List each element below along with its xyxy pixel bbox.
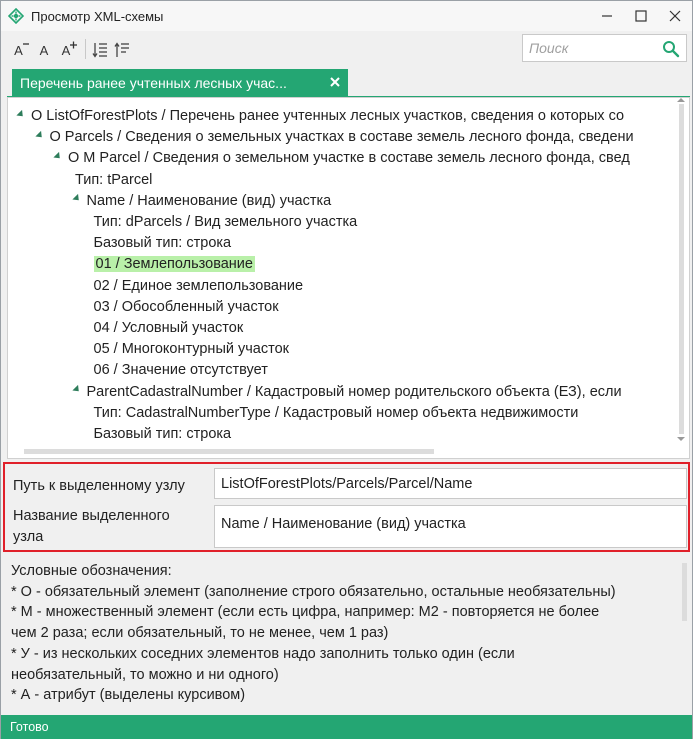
schema-tree[interactable] — [7, 97, 690, 459]
tree-node-expandable[interactable] — [73, 191, 332, 212]
tree-vertical-scrollbar[interactable] — [673, 98, 689, 443]
legend-line: * А - атрибут (выделены курсивом) — [11, 687, 246, 704]
legend-line: * У - из нескольких соседних элементов надо заполнить только один (если — [11, 645, 515, 662]
expand-arrow-icon[interactable] — [53, 152, 62, 161]
legend-panel — [7, 557, 690, 713]
scroll-down-icon[interactable] — [677, 437, 685, 441]
tree-node[interactable] — [94, 403, 579, 424]
tree-node-expandable[interactable] — [54, 148, 630, 169]
plus-icon — [70, 41, 78, 49]
tree-node-expandable[interactable] — [17, 106, 624, 127]
tab-bar — [1, 69, 692, 97]
tree-node[interactable] — [94, 276, 304, 297]
name-label-line2: узла — [13, 529, 44, 545]
toolbar-divider — [85, 39, 86, 59]
scroll-up-icon[interactable] — [677, 98, 685, 102]
status-text: Готово — [10, 720, 49, 734]
selected-node-info — [3, 462, 690, 552]
tree-node-selected[interactable] — [94, 254, 255, 275]
tree-node-label: Тип: tParcel — [75, 171, 153, 188]
legend-line: * О - обязательный элемент (заполнение строго обязательно, остальные необязательны) — [11, 583, 616, 600]
legend-line: Условные обозначения: — [11, 563, 172, 579]
tree-node[interactable] — [94, 212, 358, 233]
font-decrease-label: A — [14, 42, 23, 58]
tree-node-expandable[interactable] — [36, 127, 634, 148]
tree-vertical-scroll-thumb[interactable] — [679, 104, 684, 434]
close-icon — [669, 10, 681, 22]
font-increase-label: A — [61, 42, 71, 58]
tree-node-label: О Parcels / Сведения о земельных участках в составе земель лесного фонда, сведени — [49, 129, 634, 146]
path-label: Путь к выделенному узлу — [13, 478, 185, 494]
tree-horizontal-scroll-thumb[interactable] — [24, 449, 434, 454]
toolbar — [1, 31, 692, 69]
tree-node-label: О М Parcel / Сведения о земельном участке в составе земель лесного фонда, свед — [68, 150, 630, 167]
minimize-button[interactable] — [590, 1, 624, 31]
window-title: Просмотр XML-схемы — [31, 8, 164, 24]
expand-arrow-icon[interactable] — [72, 385, 81, 394]
tree-node[interactable] — [75, 170, 152, 191]
legend-line: чем 2 раза; если обязательный, то не менее, чем 1 раз) — [11, 625, 389, 642]
tree-node-label: Тип: CadastralNumberType / Кадастровый номер объекта недвижимости — [93, 404, 579, 421]
tree-node[interactable] — [94, 318, 244, 339]
legend-scroll-thumb[interactable] — [682, 563, 687, 621]
legend-line: * М - множественный элемент (если есть цифра, например: М2 - повторяется не более — [11, 604, 600, 621]
expand-arrow-icon[interactable] — [35, 131, 44, 140]
tab-document[interactable] — [12, 69, 348, 96]
tree-node-label: 01 / Землепользование — [95, 256, 253, 273]
tree-node-label: ParentCadastralNumber / Кадастровый номер родительского объекта (ЕЗ), если — [86, 383, 622, 400]
tree-node-label: Тип: dParcels / Вид земельного участка — [93, 214, 358, 230]
close-window-button[interactable] — [658, 1, 692, 31]
path-field[interactable] — [214, 468, 687, 499]
font-increase-button[interactable] — [59, 39, 81, 61]
tree-node-label: 02 / Единое землепользование — [93, 277, 304, 294]
tree-node[interactable] — [94, 233, 232, 254]
expand-arrow-icon[interactable] — [16, 110, 25, 119]
expand-all-button[interactable] — [92, 39, 108, 61]
tree-node-label: Name / Наименование (вид) участка — [86, 192, 332, 209]
tree-node-label: 05 / Многоконтурный участок — [93, 341, 289, 358]
legend-line: необязательный, то можно и ни одного) — [11, 666, 279, 683]
search-input[interactable] — [527, 38, 657, 58]
font-decrease-button[interactable] — [11, 39, 33, 61]
expand-arrow-icon[interactable] — [72, 194, 81, 203]
maximize-button[interactable] — [624, 1, 658, 31]
node-name-field[interactable]: Name / Наименование (вид) участка — [214, 505, 687, 548]
tree-content — [8, 106, 673, 446]
expand-all-icon — [92, 41, 108, 59]
tree-node[interactable] — [94, 297, 279, 318]
tree-horizontal-scrollbar[interactable] — [8, 442, 673, 458]
tree-node[interactable] — [94, 339, 290, 360]
font-reset-button[interactable] — [35, 39, 53, 61]
tree-node-label: О ListOfForestPlots / Перечень ранее учтенных лесных участков, сведения о которых со — [31, 108, 625, 124]
font-reset-label: A — [39, 42, 49, 58]
search-icon[interactable] — [662, 40, 680, 58]
app-logo-icon — [8, 8, 24, 24]
collapse-all-button[interactable] — [114, 39, 130, 61]
tree-node-label: 06 / Значение отсутствует — [93, 362, 268, 379]
status-bar — [1, 715, 692, 739]
tab-label: Перечень ранее учтенных лесных учас... — [20, 74, 287, 91]
search-box — [522, 34, 687, 62]
close-tab-icon[interactable] — [328, 75, 342, 89]
minimize-icon — [601, 10, 613, 22]
tree-node-label: Базовый тип: строка — [93, 426, 232, 442]
tree-node-label: Базовый тип: строка — [93, 235, 232, 252]
maximize-icon — [635, 10, 647, 22]
tree-node-label: 04 / Условный участок — [93, 320, 244, 336]
window-controls — [590, 1, 692, 31]
tree-node-expandable[interactable] — [73, 382, 622, 403]
minus-icon — [23, 41, 30, 49]
title-bar — [1, 1, 692, 31]
tree-node-label: 03 / Обособленный участок — [93, 298, 279, 315]
collapse-all-icon — [114, 41, 130, 59]
tree-node[interactable] — [94, 360, 268, 381]
name-label-line1: Название выделенного — [13, 508, 170, 524]
